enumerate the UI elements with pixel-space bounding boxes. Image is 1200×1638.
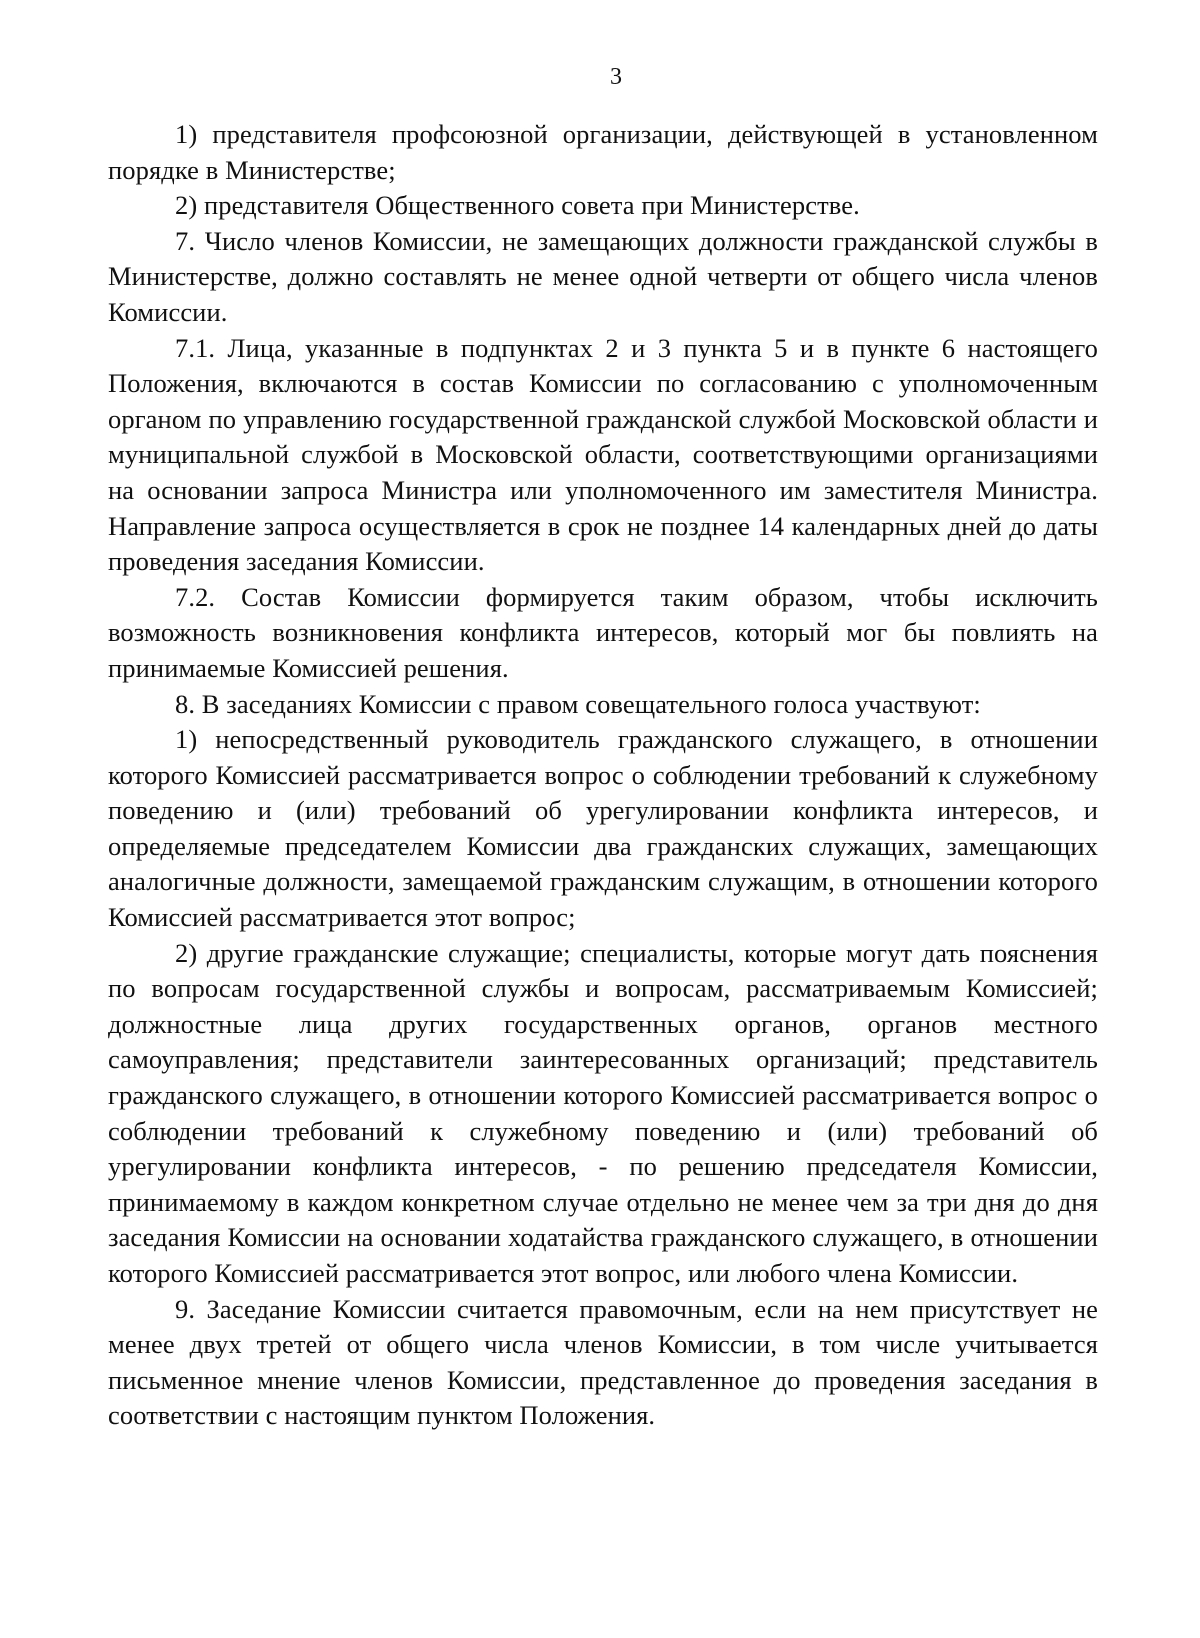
paragraph-clause-9: 9. Заседание Комиссии считается правомочным, если на нем присутствует не менее двух третей от общего числа членов Комиссии, в том числе учитывается письменное мнение членов Комиссии, представленное до проведения заседания в соответствии с настоящим пунктом Положения. xyxy=(108,1293,1098,1431)
paragraph-clause-8-item-1: 1) непосредственный руководитель гражданского служащего, в отношении которого Комиссией рассматривается вопрос о соблюдении требований к служебному поведению и (или) требований об урегулировании конфликта интересов, и определяемые председателем Комиссии два гражданских служащих, замещающих аналогичные должности, замещаемой гражданским служащим, в отношении которого Комиссией рассматривается этот вопрос; xyxy=(108,724,1098,933)
document-body xyxy=(108,117,1098,1434)
paragraph-clause-8-item-2: 2) другие гражданские служащие; специалисты, которые могут дать пояснения по вопросам государственной службы и вопросам, рассматриваемым Комиссией; должностные лица других государственных органов, органов местного самоуправления; представители заинтересованных организаций; представитель гражданского служащего, в отношении которого Комиссией рассматривается вопрос о соблюдении требований к служебному поведению и (или) требований об урегулировании конфликта интересов, - по решению председателя Комиссии, принимаемому в каждом конкретном случае отдельно не менее чем за три дня до дня заседания Комиссии на основании ходатайства гражданского служащего, в отношении которого Комиссией рассматривается этот вопрос, или любого члена Комиссии. xyxy=(108,937,1098,1288)
paragraph-clause-7: 7. Число членов Комиссии, не замещающих должности гражданской службы в Министерстве, должно составлять не менее одной четверти от общего числа членов Комиссии. xyxy=(108,225,1098,327)
page-number: 3 xyxy=(610,64,622,90)
paragraph-item-2-public-council: 2) представителя Общественного совета при Министерстве. xyxy=(175,190,860,221)
paragraph-clause-7-1: 7.1. Лица, указанные в подпунктах 2 и 3 пункта 5 и в пункте 6 настоящего Положения, включаются в состав Комиссии по согласованию с уполномоченным органом по управлению государственной гражданской службой Московской области и муниципальной службой в Московской области, соответствующими организациями на основании запроса Министра или уполномоченного им заместителя Министра. Направление запроса осуществляется в срок не позднее 14 календарных дней до даты проведения заседания Комиссии. xyxy=(108,332,1098,577)
paragraph-clause-8: 8. В заседаниях Комиссии с правом совещательного голоса участвуют: xyxy=(175,688,981,719)
paragraph-item-1-trade-union: 1) представителя профсоюзной организации, действующей в установленном порядке в Министерстве; xyxy=(108,119,1098,185)
paragraph-clause-7-2: 7.2. Состав Комиссии формируется таким образом, чтобы исключить возможность возникновения конфликта интересов, который мог бы повлиять на принимаемые Комиссией решения. xyxy=(108,581,1098,683)
